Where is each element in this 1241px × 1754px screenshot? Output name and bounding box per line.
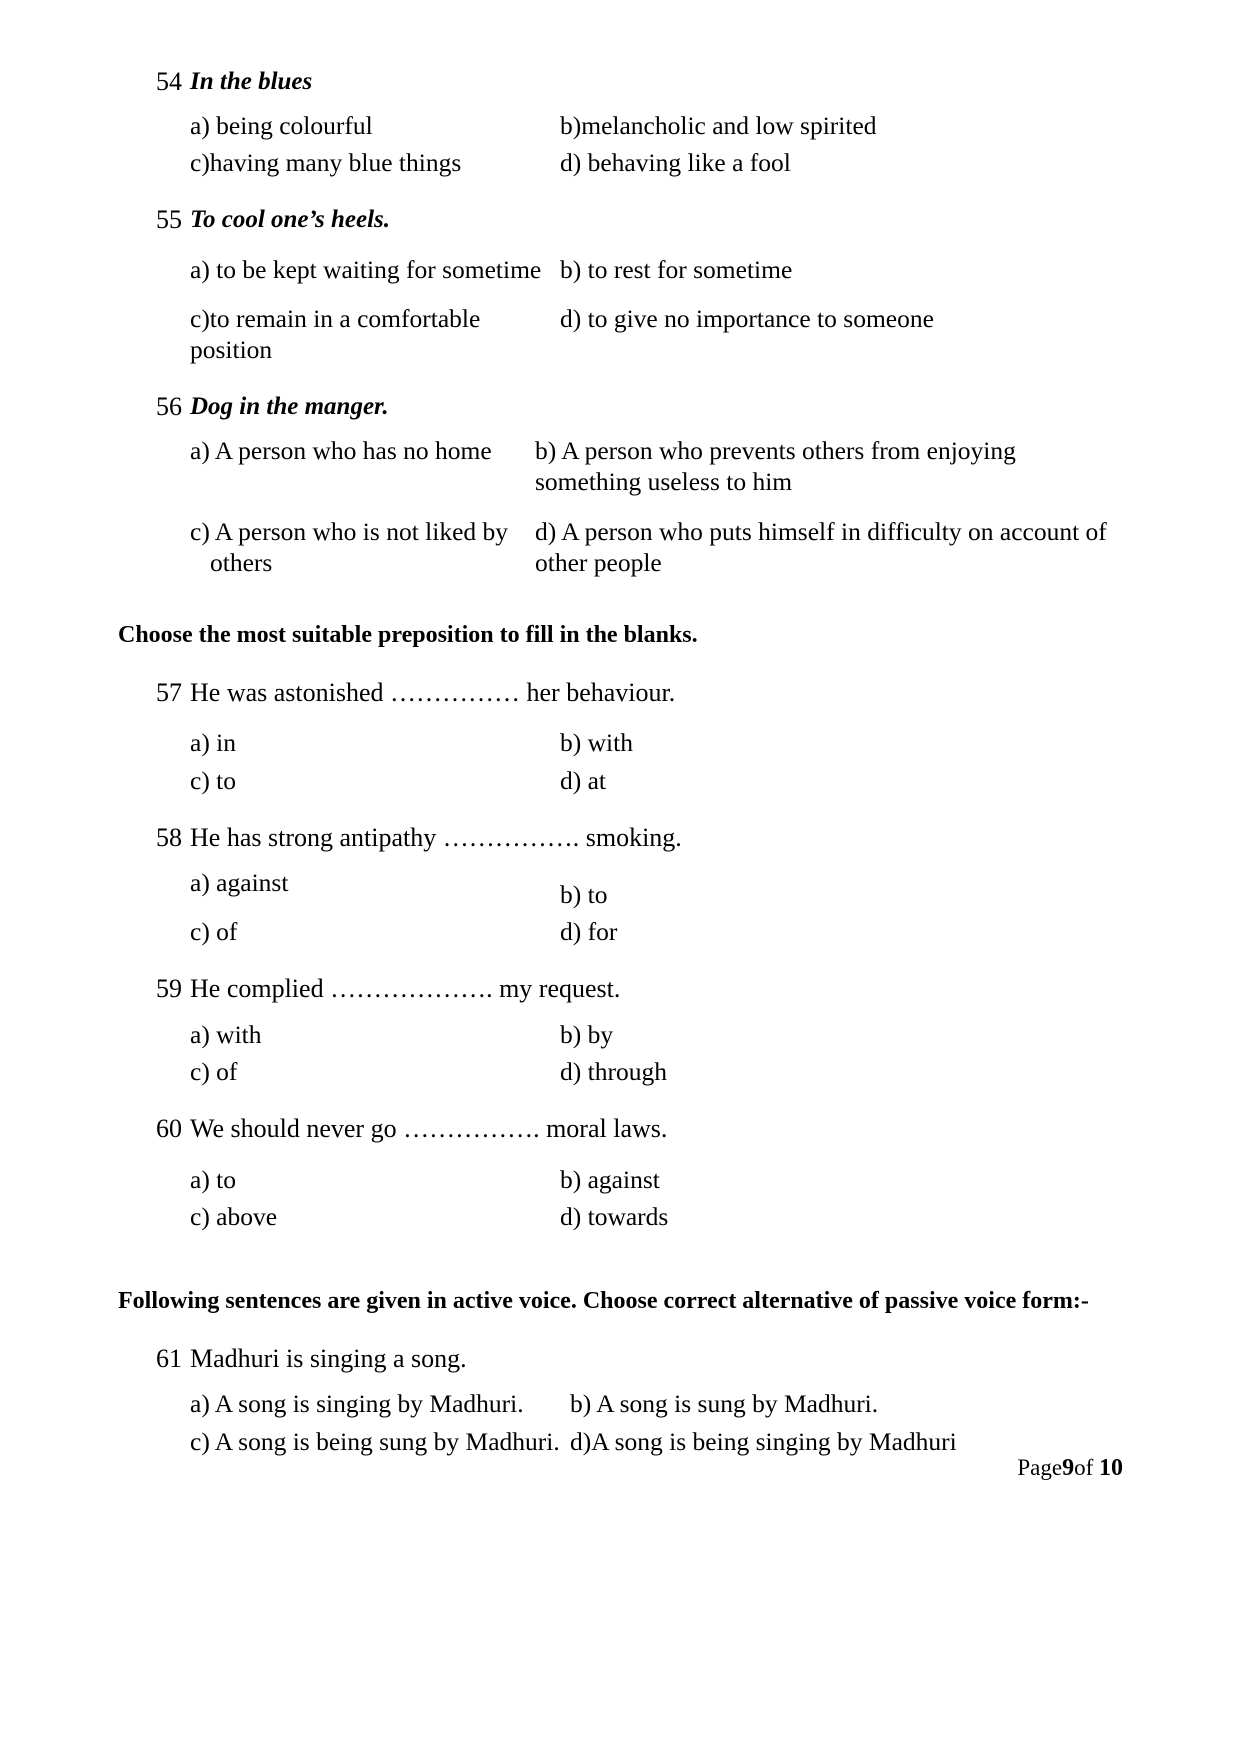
question-body	[190, 973, 1123, 1087]
option-d[interactable]: d) through	[560, 1056, 667, 1086]
question-body	[190, 1113, 1123, 1232]
question-61	[118, 1343, 1123, 1457]
option-a[interactable]: a) to be kept waiting for sometime	[190, 254, 542, 284]
footer-total-pages: 10	[1099, 1455, 1123, 1481]
option-row	[190, 254, 1123, 285]
question-54	[118, 66, 1123, 178]
option-b[interactable]: b) A person who prevents others from enjoying something useless to him	[535, 436, 1016, 497]
option-row	[190, 916, 1123, 947]
section-direction-prepositions: Choose the most suitable preposition to fill in the blanks.	[118, 621, 698, 648]
question-55	[118, 204, 1123, 365]
option-row	[190, 516, 1123, 578]
question-body	[190, 66, 1123, 178]
question-number: 58	[156, 822, 182, 852]
option-row	[190, 303, 1123, 365]
option-row	[190, 867, 1123, 910]
question-58	[118, 822, 1123, 948]
option-b[interactable]: b) to	[560, 880, 608, 910]
question-stem: Madhuri is singing a song.	[190, 1343, 467, 1373]
question-number: 56	[156, 392, 182, 422]
option-b[interactable]: b) A song is sung by Madhuri.	[570, 1389, 879, 1419]
question-stem: In the blues	[190, 68, 313, 95]
option-a[interactable]: a) to	[190, 1164, 237, 1194]
question-number: 60	[156, 1114, 182, 1144]
option-c[interactable]: c) A person who is not liked by others	[190, 516, 509, 577]
question-body	[190, 204, 1123, 365]
option-row	[190, 765, 1123, 796]
option-c[interactable]: c) to	[190, 765, 237, 795]
question-stem: He was astonished …………… her behaviour.	[190, 677, 676, 707]
question-57	[118, 677, 1123, 796]
question-number: 59	[156, 974, 182, 1004]
option-c[interactable]: c) of	[190, 917, 238, 947]
option-b[interactable]: b) against	[560, 1164, 660, 1194]
option-d[interactable]: d) towards	[560, 1201, 669, 1231]
option-c[interactable]: c)to remain in a comfortable position	[190, 303, 481, 364]
question-stem: He has strong antipathy ……………. smoking.	[190, 822, 682, 852]
option-d[interactable]: d) for	[560, 917, 618, 947]
option-b[interactable]: b) by	[560, 1019, 614, 1049]
option-c[interactable]: c) above	[190, 1201, 278, 1231]
option-row	[190, 1426, 1123, 1457]
question-56	[118, 391, 1123, 578]
question-stem: Dog in the manger.	[190, 393, 389, 421]
option-b[interactable]: b) to rest for sometime	[560, 254, 793, 284]
question-stem: We should never go ……………. moral laws.	[190, 1114, 668, 1144]
question-body	[190, 1343, 1123, 1457]
option-c[interactable]: c)having many blue things	[190, 148, 462, 178]
option-b[interactable]: b)melancholic and low spirited	[560, 111, 877, 141]
option-d[interactable]: d) behaving like a fool	[560, 148, 791, 178]
option-b[interactable]: b) with	[560, 728, 633, 758]
option-a[interactable]: a) against	[190, 868, 289, 898]
page-footer	[1017, 1455, 1123, 1482]
question-59	[118, 973, 1123, 1087]
option-row	[190, 1388, 1123, 1419]
option-row	[190, 110, 1123, 141]
question-60	[118, 1113, 1123, 1232]
option-a[interactable]: a) with	[190, 1019, 262, 1049]
option-row	[190, 1019, 1123, 1050]
footer-page-number: 9	[1062, 1455, 1075, 1481]
option-d[interactable]: d) A person who puts himself in difficulty on account of other people	[535, 516, 1107, 577]
question-number: 61	[156, 1343, 182, 1373]
question-number: 57	[156, 677, 182, 707]
option-a[interactable]: a) in	[190, 728, 237, 758]
question-number: 54	[156, 67, 182, 96]
option-row	[190, 147, 1123, 178]
option-a[interactable]: a) being colourful	[190, 111, 373, 141]
option-d[interactable]: d) at	[560, 765, 607, 795]
option-c[interactable]: c) of	[190, 1056, 238, 1086]
question-number: 55	[156, 205, 182, 235]
option-row	[190, 1056, 1123, 1087]
option-d[interactable]: d) to give no importance to someone	[560, 303, 934, 333]
option-c[interactable]: c) A song is being sung by Madhuri.	[190, 1426, 560, 1456]
option-row	[190, 1201, 1123, 1232]
footer-page-label: Page	[1017, 1455, 1063, 1480]
option-a[interactable]: a) A song is singing by Madhuri.	[190, 1389, 524, 1419]
option-d[interactable]: d)A song is being singing by Madhuri	[570, 1426, 957, 1456]
question-stem: He complied ………………. my request.	[190, 974, 621, 1004]
footer-of-label: of	[1074, 1455, 1094, 1480]
question-stem: To cool one’s heels.	[190, 206, 390, 234]
question-body	[190, 391, 1123, 578]
question-body	[190, 822, 1123, 948]
option-a[interactable]: a) A person who has no home	[190, 436, 492, 466]
option-row	[190, 435, 1123, 497]
question-body	[190, 677, 1123, 796]
section-direction-passive-voice: Following sentences are given in active voice. Choose correct alternative of passive voice form:-	[118, 1287, 1089, 1314]
option-row	[190, 727, 1123, 758]
option-row	[190, 1164, 1123, 1195]
